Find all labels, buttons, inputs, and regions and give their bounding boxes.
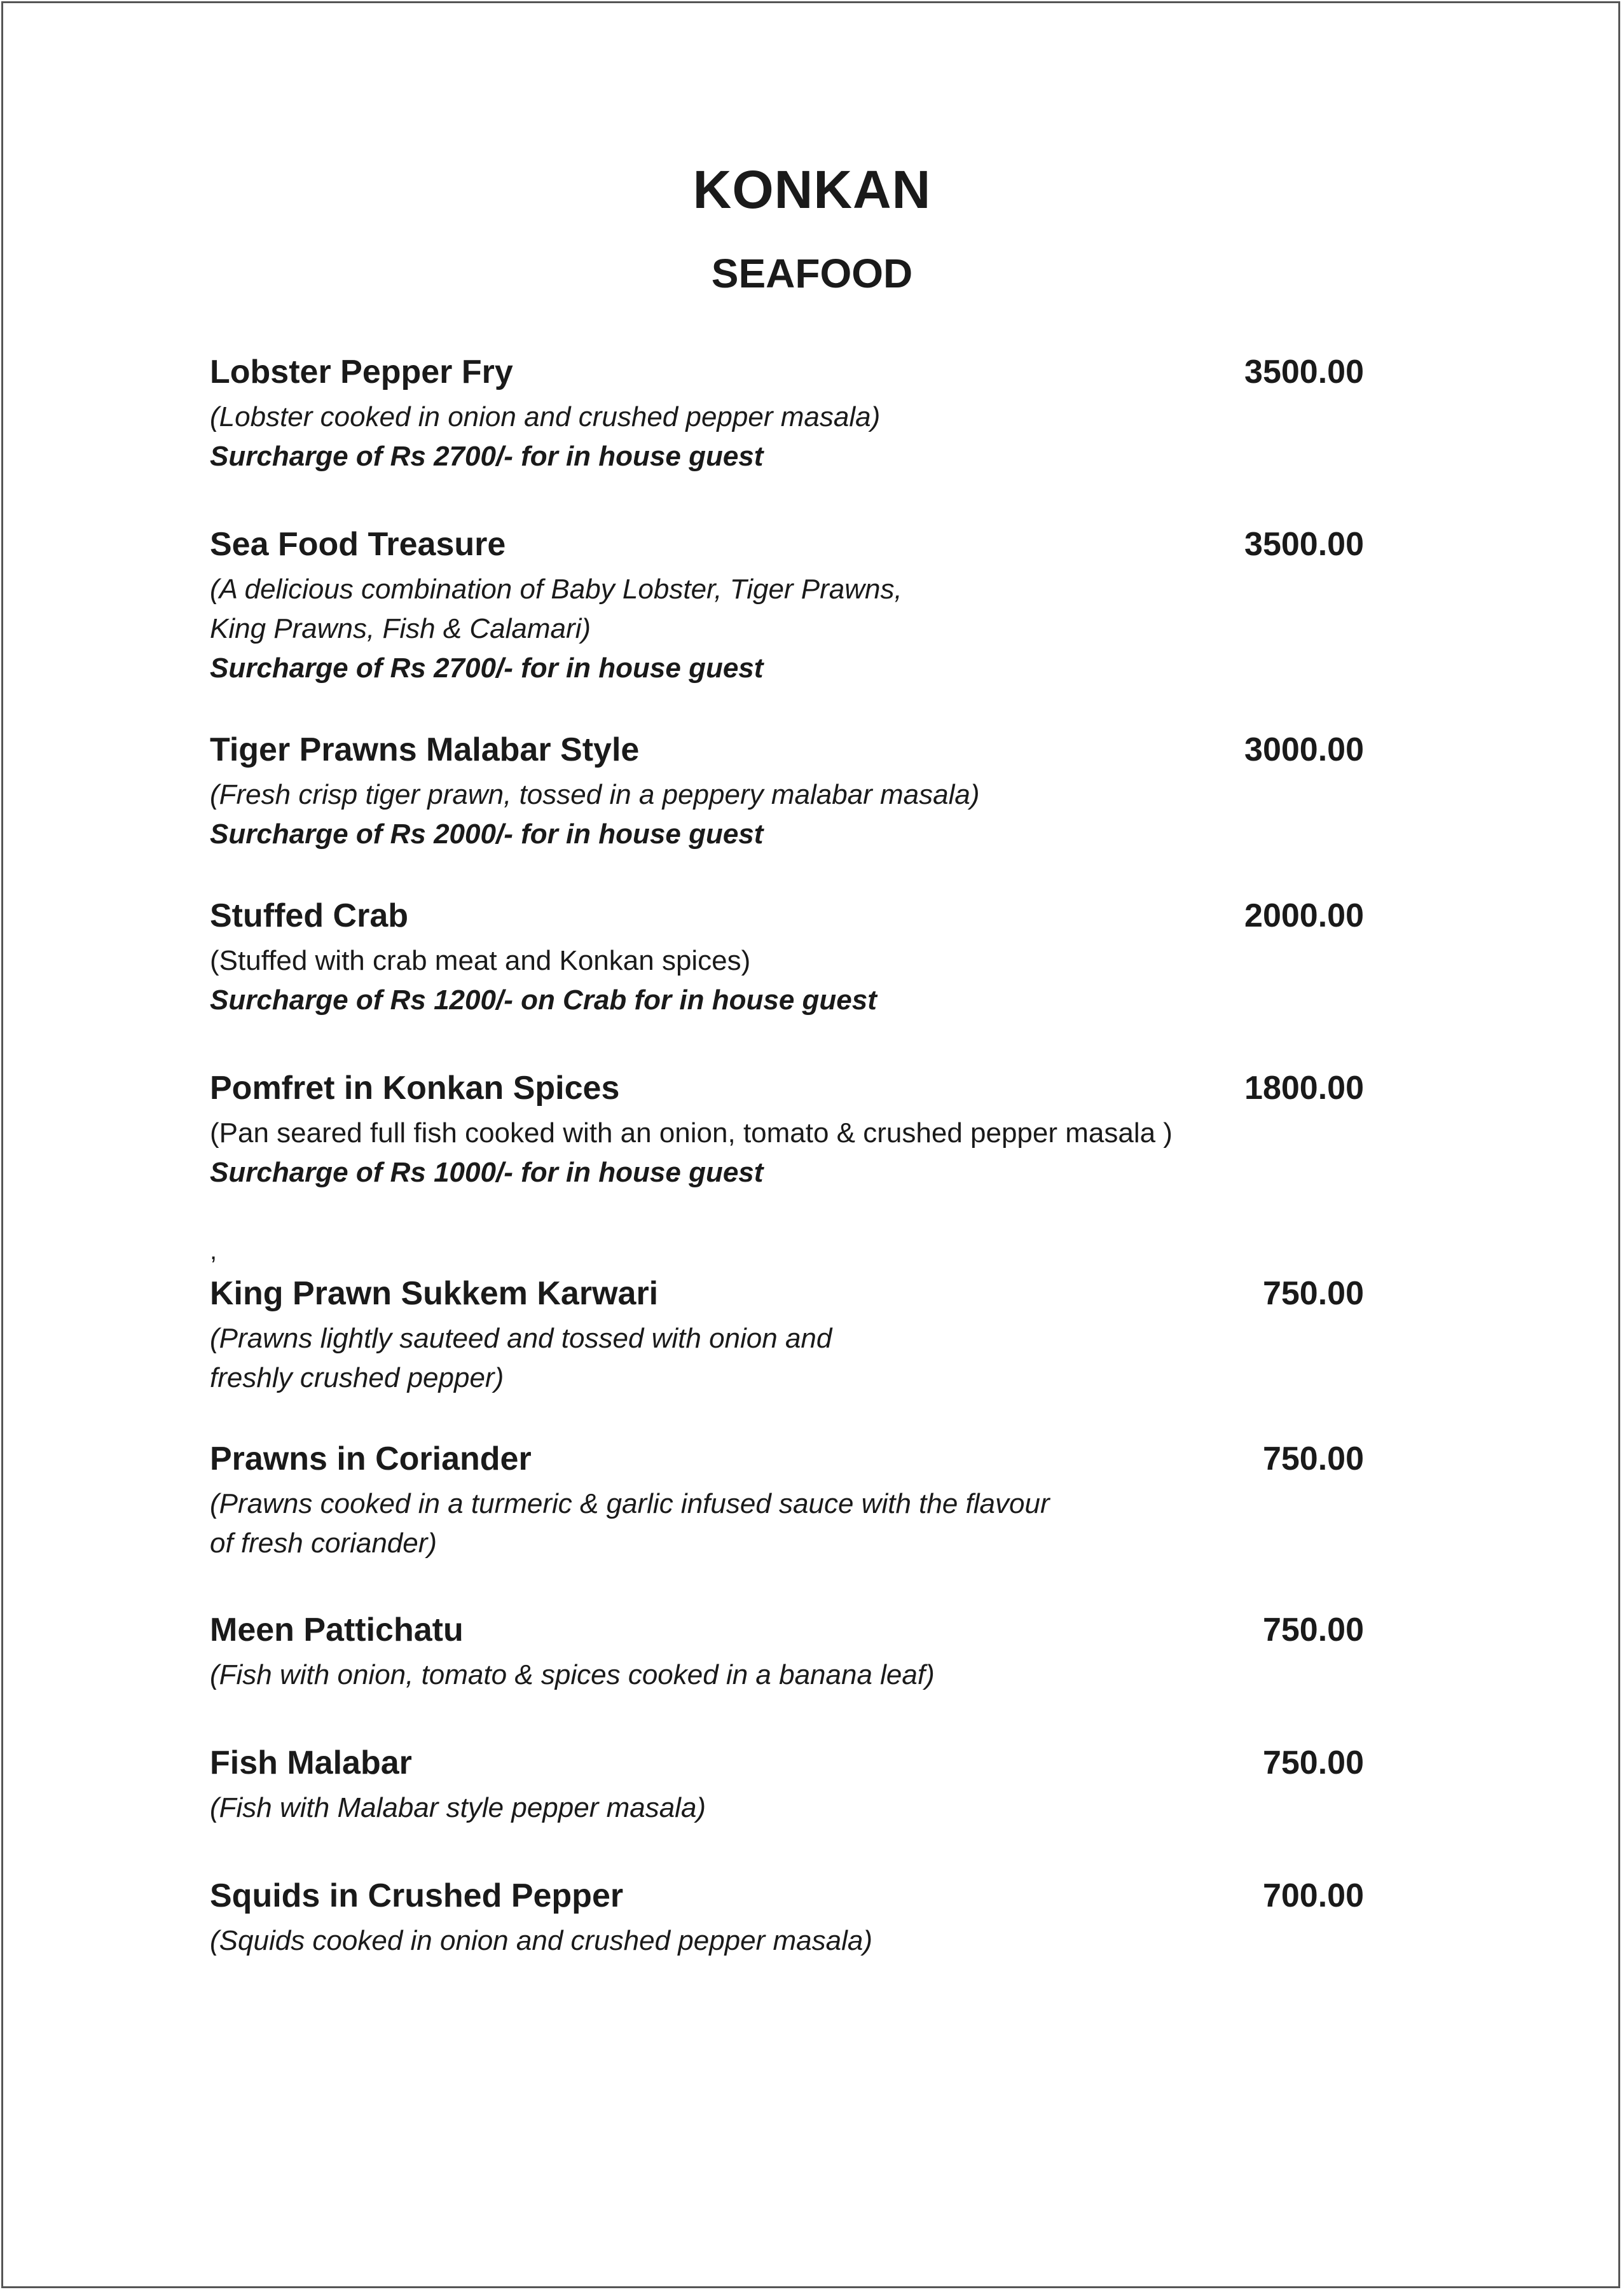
menu-item xyxy=(210,353,1364,476)
item-description: (Stuffed with crab meat and Konkan spices) xyxy=(210,945,751,976)
item-description: (Prawns cooked in a turmeric & garlic infused sauce with the flavour of fresh coriander) xyxy=(210,1488,1050,1559)
item-description: (Lobster cooked in onion and crushed pepper masala) xyxy=(210,401,881,432)
item-surcharge: Surcharge of Rs 2000/- for in house guest xyxy=(210,818,764,850)
item-description: (Prawns lightly sauteed and tossed with onion and freshly crushed pepper) xyxy=(210,1323,832,1393)
item-name: Sea Food Treasure xyxy=(210,526,506,563)
item-surcharge: Surcharge of Rs 1200/- on Crab for in house guest xyxy=(210,984,877,1016)
menu-title: KONKAN xyxy=(692,160,932,219)
item-name: King Prawn Sukkem Karwari xyxy=(210,1275,659,1312)
section-title: SEAFOOD xyxy=(711,251,913,296)
item-name: Lobster Pepper Fry xyxy=(210,354,513,390)
item-name: Fish Malabar xyxy=(210,1744,412,1781)
item-price: 3500.00 xyxy=(1244,354,1364,390)
item-description: (Fish with Malabar style pepper masala) xyxy=(210,1792,706,1823)
menu-item xyxy=(210,525,1364,688)
item-price: 750.00 xyxy=(1262,1744,1364,1781)
item-name: Squids in Crushed Pepper xyxy=(210,1877,624,1914)
stray-comma: , xyxy=(210,1237,217,1265)
menu-item xyxy=(210,897,1364,1020)
item-price: 750.00 xyxy=(1262,1612,1364,1648)
menu-item xyxy=(210,1877,1364,1961)
item-description: (A delicious combination of Baby Lobster, Tiger Prawns, King Prawns, Fish & Calamari) xyxy=(210,574,902,644)
menu-item xyxy=(210,1744,1364,1828)
menu-item xyxy=(210,1611,1364,1695)
item-price: 2000.00 xyxy=(1244,897,1364,934)
item-name: Prawns in Coriander xyxy=(210,1440,532,1477)
item-price: 3000.00 xyxy=(1244,731,1364,768)
menu-item xyxy=(210,731,1364,854)
item-surcharge: Surcharge of Rs 2700/- for in house guest xyxy=(210,441,764,472)
menu-item xyxy=(210,1440,1364,1563)
menu-item xyxy=(210,1274,1364,1398)
item-price: 750.00 xyxy=(1262,1275,1364,1312)
item-name: Meen Pattichatu xyxy=(210,1612,464,1648)
item-description: (Pan seared full fish cooked with an onion, tomato & crushed pepper masala ) xyxy=(210,1117,1173,1149)
item-price: 700.00 xyxy=(1262,1877,1364,1914)
item-name: Stuffed Crab xyxy=(210,897,408,934)
item-description: (Fresh crisp tiger prawn, tossed in a peppery malabar masala) xyxy=(210,779,980,810)
item-description: (Squids cooked in onion and crushed pepper masala) xyxy=(210,1925,872,1956)
menu-item xyxy=(210,1069,1364,1192)
item-surcharge: Surcharge of Rs 1000/- for in house guest xyxy=(210,1157,764,1188)
item-name: Tiger Prawns Malabar Style xyxy=(210,731,640,768)
item-price: 750.00 xyxy=(1262,1440,1364,1477)
item-surcharge: Surcharge of Rs 2700/- for in house guest xyxy=(210,652,764,684)
item-price: 1800.00 xyxy=(1244,1070,1364,1107)
item-price: 3500.00 xyxy=(1244,526,1364,563)
item-description: (Fish with onion, tomato & spices cooked in a banana leaf) xyxy=(210,1659,935,1690)
item-name: Pomfret in Konkan Spices xyxy=(210,1070,620,1107)
